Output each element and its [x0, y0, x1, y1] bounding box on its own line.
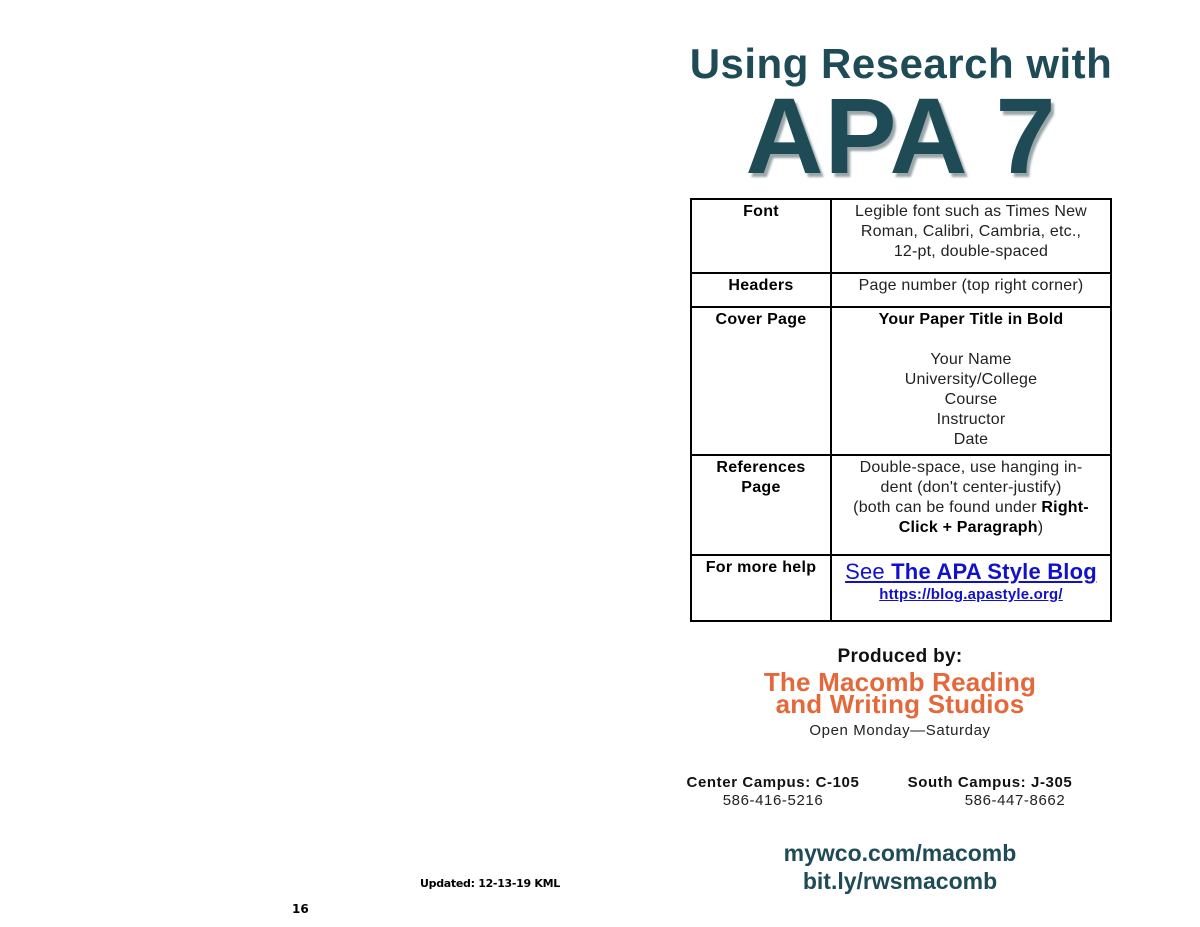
headers-value: Page number (top right corner) [831, 273, 1111, 307]
references-label-line2: Page [741, 479, 781, 496]
references-value [831, 455, 1111, 555]
table-row-references [691, 455, 1111, 555]
references-line2: dent (don't center-justify) [880, 479, 1062, 496]
table-row-help [691, 555, 1111, 621]
spacer [838, 330, 1104, 350]
references-line1: Double-space, use hanging in- [859, 459, 1083, 476]
table-row-font [691, 199, 1111, 273]
cover-page-title: Your Paper Title in Bold [878, 311, 1064, 328]
cover-page-name: Your Name [930, 351, 1012, 368]
updated-note: Updated: 12-13-19 KML [420, 877, 560, 890]
references-label [691, 455, 831, 555]
font-value-line2: Roman, Calibri, Cambria, etc., [860, 223, 1082, 240]
produced-by-label: Produced by: [837, 646, 963, 667]
center-campus-name: Center Campus: C-105 [686, 774, 860, 791]
help-label: For more help [691, 555, 831, 621]
page-number: 16 [292, 902, 309, 916]
table-row-headers [691, 273, 1111, 307]
font-value-line3: 12-pt, double-spaced [893, 243, 1049, 260]
cover-page-label: Cover Page [691, 307, 831, 455]
blog-name-text: The APA Style Blog [891, 559, 1097, 584]
center-campus [663, 774, 883, 810]
font-value-line1: Legible font such as Times New [855, 203, 1087, 220]
apa-blog-url-link[interactable]: https://blog.apastyle.org/ [879, 586, 1063, 603]
cover-page-value [831, 307, 1111, 455]
cover-page-course: Course [944, 391, 998, 408]
studio-name-line1: The Macomb Reading [763, 667, 1037, 697]
studio-name [700, 667, 1100, 719]
references-line3-bold: Right- [1041, 499, 1089, 516]
cover-title-apa7: APA 7 [745, 75, 1057, 196]
help-value [831, 555, 1111, 621]
studio-hours: Open Monday—Saturday [809, 722, 991, 739]
font-value [831, 199, 1111, 273]
apa-style-blog-link[interactable] [838, 559, 1104, 585]
cover-page-date: Date [953, 431, 989, 448]
studio-name-line2: and Writing Studios [775, 689, 1025, 719]
table-row-cover-page [691, 307, 1111, 455]
see-text: See [845, 559, 892, 584]
web-links [700, 839, 1100, 895]
center-campus-phone: 586-416-5216 [722, 792, 824, 809]
references-label-line1: References [716, 459, 806, 476]
south-campus [880, 774, 1100, 810]
references-line4-suffix: ) [1037, 519, 1044, 536]
cover-page-university: University/College [904, 371, 1038, 388]
south-campus-phone: 586-447-8662 [964, 792, 1066, 809]
cover-page-instructor: Instructor [936, 411, 1006, 428]
headers-label: Headers [691, 273, 831, 307]
cover-title-line1: Using Research with [689, 40, 1113, 87]
south-campus-name: South Campus: J-305 [907, 774, 1073, 791]
references-line3-prefix: (both can be found under [853, 499, 1042, 516]
references-line4-bold: Click + Paragraph [898, 519, 1038, 536]
mywco-link: mywco.com/macomb [783, 840, 1017, 866]
font-label: Font [691, 199, 831, 273]
bitly-link: bit.ly/rwsmacomb [802, 868, 998, 894]
apa-format-table [690, 198, 1112, 622]
